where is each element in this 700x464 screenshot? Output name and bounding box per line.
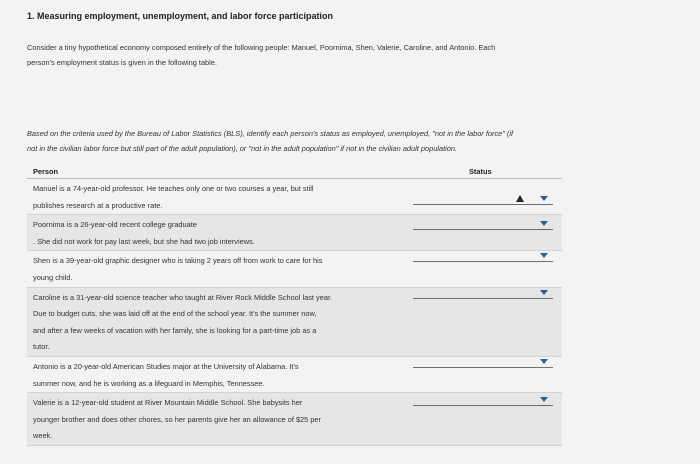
description-line: Caroline is a 31-year-old science teacher who taught at River Rock Middle School last year. xyxy=(33,292,333,302)
mouse-cursor-icon xyxy=(516,195,524,202)
description-line: publishes research at a productive rate. xyxy=(33,200,163,210)
description-line: Shen is a 39-year-old graphic designer who is taking 2 years off from work to care for his xyxy=(33,256,323,266)
chevron-down-icon[interactable] xyxy=(540,221,548,226)
chevron-down-icon[interactable] xyxy=(540,359,548,364)
chevron-down-icon[interactable] xyxy=(540,290,548,295)
instructions-line: not in the civilian labor force but still part of the adult population), or "not in the adult population" if not in the civilian adult population. xyxy=(27,144,458,153)
status-column-header: Status xyxy=(469,167,492,176)
description-line: Poornima is a 26-year-old recent college graduate xyxy=(33,220,197,230)
status-dropdown-poornima[interactable] xyxy=(413,219,553,230)
question-intro xyxy=(27,40,627,70)
description-line: week. xyxy=(33,431,53,441)
chevron-down-icon[interactable] xyxy=(540,253,548,258)
description-line: . She did not work for pay last week, but she had two job interviews. xyxy=(33,236,255,246)
instructions-line: Based on the criteria used by the Bureau of Labor Statistics (BLS), identify each person's status as employed, unemployed, "not in the labor force" (if xyxy=(27,129,514,138)
description-line: and after a few weeks of vacation with her family, she is looking for a part-time job as a xyxy=(33,325,317,335)
description-line: younger brother and does other chores, so her parents give her an allowance of $25 per xyxy=(33,414,322,424)
status-dropdown-caroline[interactable] xyxy=(413,288,553,299)
description-line: tutor. xyxy=(33,342,50,352)
table-row-shen xyxy=(27,251,562,287)
table-row-valerie xyxy=(27,393,562,446)
intro-line: person's employment status is given in the following table. xyxy=(27,58,217,67)
status-dropdown-shen[interactable] xyxy=(413,251,553,262)
description-line: Due to budget cuts, she was laid off at the end of the school year. It's the summer now, xyxy=(33,309,317,319)
status-dropdown-valerie[interactable] xyxy=(413,395,553,406)
status-dropdown-antonio[interactable] xyxy=(413,357,553,368)
description-line: Valerie is a 12-year-old student at River Mountain Middle School. She babysits her xyxy=(33,398,303,408)
intro-line: Consider a tiny hypothetical economy composed entirely of the following people: Manuel, Poornima, Shen, Valerie, Caroline, and Antonio. Each xyxy=(27,43,496,52)
person-description xyxy=(27,393,403,445)
question-instructions xyxy=(27,126,667,156)
chevron-down-icon[interactable] xyxy=(540,196,548,201)
person-description xyxy=(27,288,403,356)
person-column-header: Person xyxy=(33,167,59,176)
description-line: Antonio is a 20-year-old American Studies major at the University of Alabama. It's xyxy=(33,361,299,371)
person-description xyxy=(27,179,403,214)
chevron-down-icon[interactable] xyxy=(540,397,548,402)
description-line: summer now, and he is working as a lifeguard in Memphis, Tennessee. xyxy=(33,378,265,388)
status-dropdown-manuel[interactable] xyxy=(413,194,553,205)
table-row-manuel xyxy=(27,179,562,215)
description-line: young child. xyxy=(33,272,73,282)
person-description xyxy=(27,251,403,286)
employment-status-table xyxy=(27,164,562,446)
person-description xyxy=(27,215,403,250)
question-title: 1. Measuring employment, unemployment, and labor force participation xyxy=(27,11,334,21)
table-row-poornima xyxy=(27,215,562,251)
person-description xyxy=(27,357,403,392)
table-row-antonio xyxy=(27,357,562,393)
table-header xyxy=(27,164,562,179)
table-row-caroline xyxy=(27,288,562,357)
description-line: Manuel is a 74-year-old professor. He teaches only one or two courses a year, but still xyxy=(33,184,314,193)
